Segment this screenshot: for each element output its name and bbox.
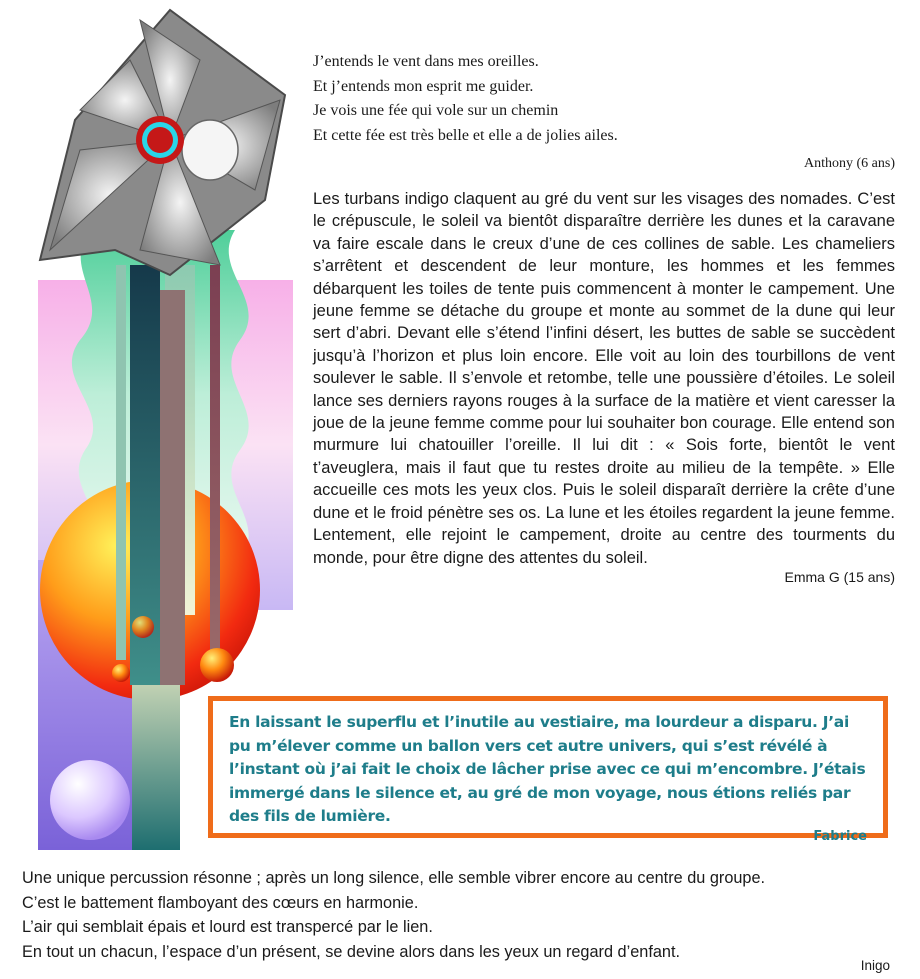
author-inigo: Inigo [860, 958, 890, 973]
poem-line: J’entends le vent dans mes oreilles. [313, 53, 539, 70]
bar-thin-left [116, 265, 126, 660]
poem-line: C’est le battement flamboyant des cœurs en harmonie. [22, 893, 419, 912]
poem-line: Je vois une fée qui vole sur un chemin [313, 102, 559, 119]
poem-anthony [313, 50, 895, 177]
author-fabrice: Fabrice [813, 828, 867, 844]
prose-text: Les turbans indigo claquent au gré du vent sur les visages des nomades. C’est le crépuscule, le soleil va bientôt disparaître derrière les dunes et la caravane va faire escale dans le creux d’une de ces collines de sable. Les chameliers s’arrêtent et descendent de leur monture, les hommes et les femmes débarquent les toiles de tente puis commencent à monter le campement. Une jeune femme se détache du groupe et monte au sommet de la dune qui leur sert d’abri. Devant elle s’étend l’infini désert, les buttes de sable se succèdent jusqu’à l’horizon et plus loin encore. Elle voit au loin des tourbillons de vent soulever le sable. Il s’envole et retombe, telle une poussière d’étoiles. Le soleil lance ses derniers rayons rouges à la surface de la matière et vient caresser la joue de la jeune femme comme pour lui souhaiter bon courage. Elle entend son murmure lui chatouiller l’oreille. Il lui dit : « Sois forte, bientôt le vent t’aveuglera, mais il faut que tu restes droite au milieu de la tempête. » Elle accueille ces mots les yeux clos. Puis le soleil disparaît derrière la crête d’une dune et le froid pénètre ses os. La lune et les étoiles regardent la jeune femme. Lentement, elle rejoint le campement, droite au centre des tourments du monde, pour être digne des attentes du soleil. [313, 190, 895, 567]
author-emma: Emma G (15 ans) [784, 568, 895, 585]
poem-line: Et cette fée est très belle et elle a de jolies ailes. [313, 126, 618, 144]
poem-line: En tout un chacun, l’espace d’un présent, se devine alors dans les yeux un regard d’enfant. [22, 942, 681, 961]
poem-line: Et j’entends mon esprit me guider. [313, 77, 534, 95]
quote-box-fabrice [208, 696, 888, 844]
quote-text: En laissant le superflu et l’inutile au vestiaire, ma lourdeur a disparu. J’ai pu m’élever comme un ballon vers cet autre univers, qui s’est révélé à l’instant où j’ai fait le choix de lâcher prise avec ce qui m’encombre. J’étais immergé dans le silence et, au gré de mon voyage, nous étions reliés par des fils de lumière. [229, 713, 866, 825]
prose-emma [313, 188, 895, 585]
bar-thin-right [210, 265, 220, 665]
flower-shape [40, 10, 285, 275]
small-ball-left [112, 664, 130, 682]
bar-brown [160, 290, 185, 685]
ball-right [200, 648, 234, 682]
poem-inigo [22, 866, 902, 964]
poem-line: L’air qui semblait épais et lourd est transpercé par le lien. [22, 918, 433, 936]
author-anthony: Anthony (6 ans) [804, 156, 895, 171]
poem-line: Une unique percussion résonne ; après un long silence, elle semble vibrer encore au centre du groupe. [22, 869, 766, 887]
small-ball-mid [132, 616, 154, 638]
pearl-ball [50, 760, 130, 840]
